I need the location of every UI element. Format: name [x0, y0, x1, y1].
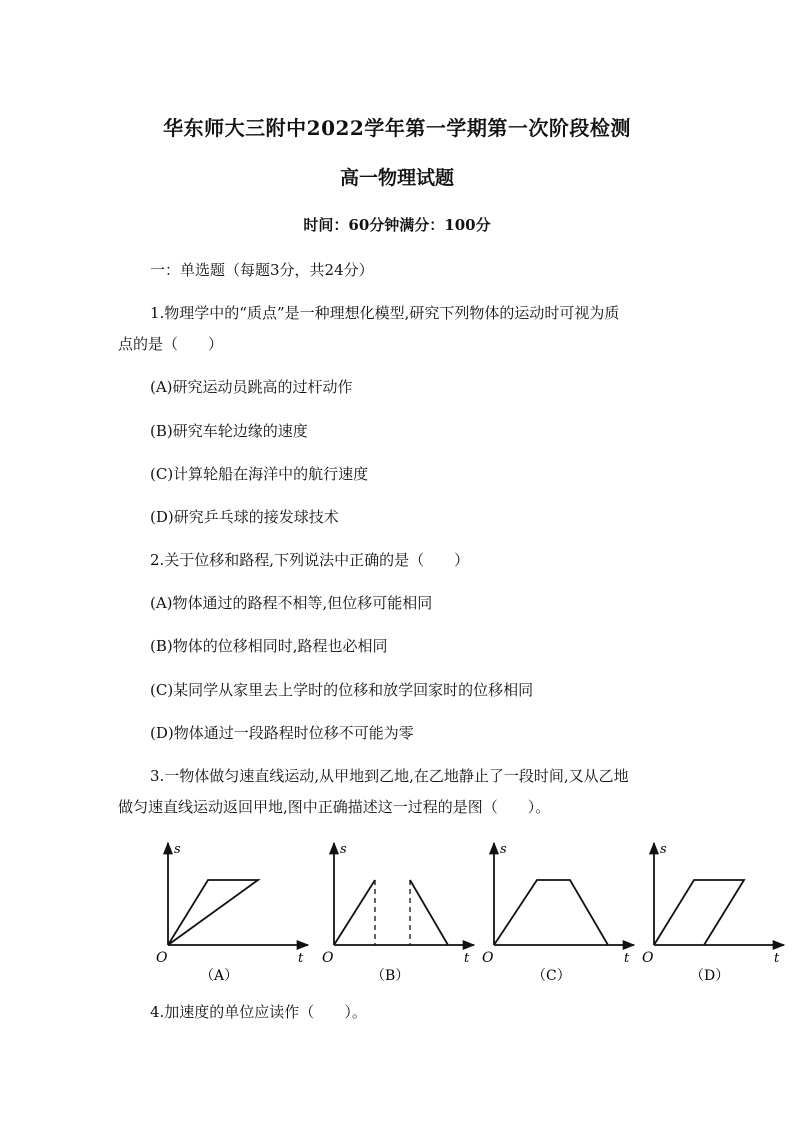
graph-a-caption: （A）	[200, 968, 239, 984]
question-2-option-a: (A)物体通过的路程不相等,但位移可能相同	[150, 594, 433, 612]
graph-c-s-label: s	[500, 842, 507, 857]
graph-b-s-label: s	[340, 842, 347, 857]
graph-d-origin-label: O	[642, 950, 654, 966]
question-2-stem: 2.关于位移和路程,下列说法中正确的是（ ）	[150, 551, 470, 569]
question-1-option-a: (A)研究运动员跳高的过杆动作	[150, 378, 353, 396]
question-1-stem-line1: 1.物理学中的“质点”是一种理想化模型,研究下列物体的运动时可视为质	[150, 304, 620, 322]
graph-a-origin-label: O	[156, 950, 168, 966]
exam-title: 华东师大三附中2022学年第一学期第一次阶段检测	[163, 116, 631, 140]
section-heading: 一：单选题（每题3分，共24分）	[150, 261, 374, 279]
graph-a-curve	[168, 880, 258, 945]
graph-c	[482, 842, 634, 984]
graph-d-t-label: t	[774, 951, 780, 966]
graph-d	[642, 842, 784, 984]
question-1-option-c: (C)计算轮船在海洋中的航行速度	[150, 465, 369, 483]
graph-b-t-label: t	[464, 951, 470, 966]
question-1-option-b: (B)研究车轮边缘的速度	[150, 422, 308, 440]
graph-c-origin-label: O	[482, 950, 494, 966]
graph-b-rise-line	[334, 880, 375, 945]
exam-subtitle: 高一物理试题	[339, 167, 454, 189]
question-1-option-d: (D)研究乒乓球的接发球技术	[150, 508, 339, 526]
question-2-option-d: (D)物体通过一段路程时位移不可能为零	[150, 724, 414, 742]
exam-time-info: 时间：60分钟满分：100分	[303, 216, 491, 234]
graph-d-s-label: s	[660, 842, 667, 857]
graph-b	[322, 842, 474, 984]
graph-a-s-label: s	[174, 842, 181, 857]
graph-a-t-label: t	[298, 951, 304, 966]
question-2-option-b: (B)物体的位移相同时,路程也必相同	[150, 637, 388, 655]
question-2-option-c: (C)某同学从家里去上学时的位移和放学回家时的位移相同	[150, 681, 534, 699]
graph-c-curve	[494, 880, 608, 945]
graph-c-caption: （C）	[532, 968, 571, 984]
graph-d-curve	[654, 880, 744, 945]
question-3-stem-line1: 3.一物体做匀速直线运动,从甲地到乙地,在乙地静止了一段时间,又从乙地	[150, 767, 629, 785]
question-4-stem: 4.加速度的单位应读作（ ）。	[150, 1003, 367, 1021]
graph-b-caption: （B）	[371, 968, 410, 984]
question-3-stem-line2: 做匀速直线运动返回甲地,图中正确描述这一过程的是图（ ）。	[118, 798, 551, 816]
question-1-stem-line2: 点的是（ ）	[118, 335, 224, 353]
graph-d-caption: （D）	[690, 968, 730, 984]
graph-b-origin-label: O	[322, 950, 334, 966]
graph-a	[156, 842, 308, 984]
graph-b-fall-line	[410, 880, 448, 945]
motion-graphs	[148, 838, 794, 988]
graph-c-t-label: t	[624, 951, 630, 966]
